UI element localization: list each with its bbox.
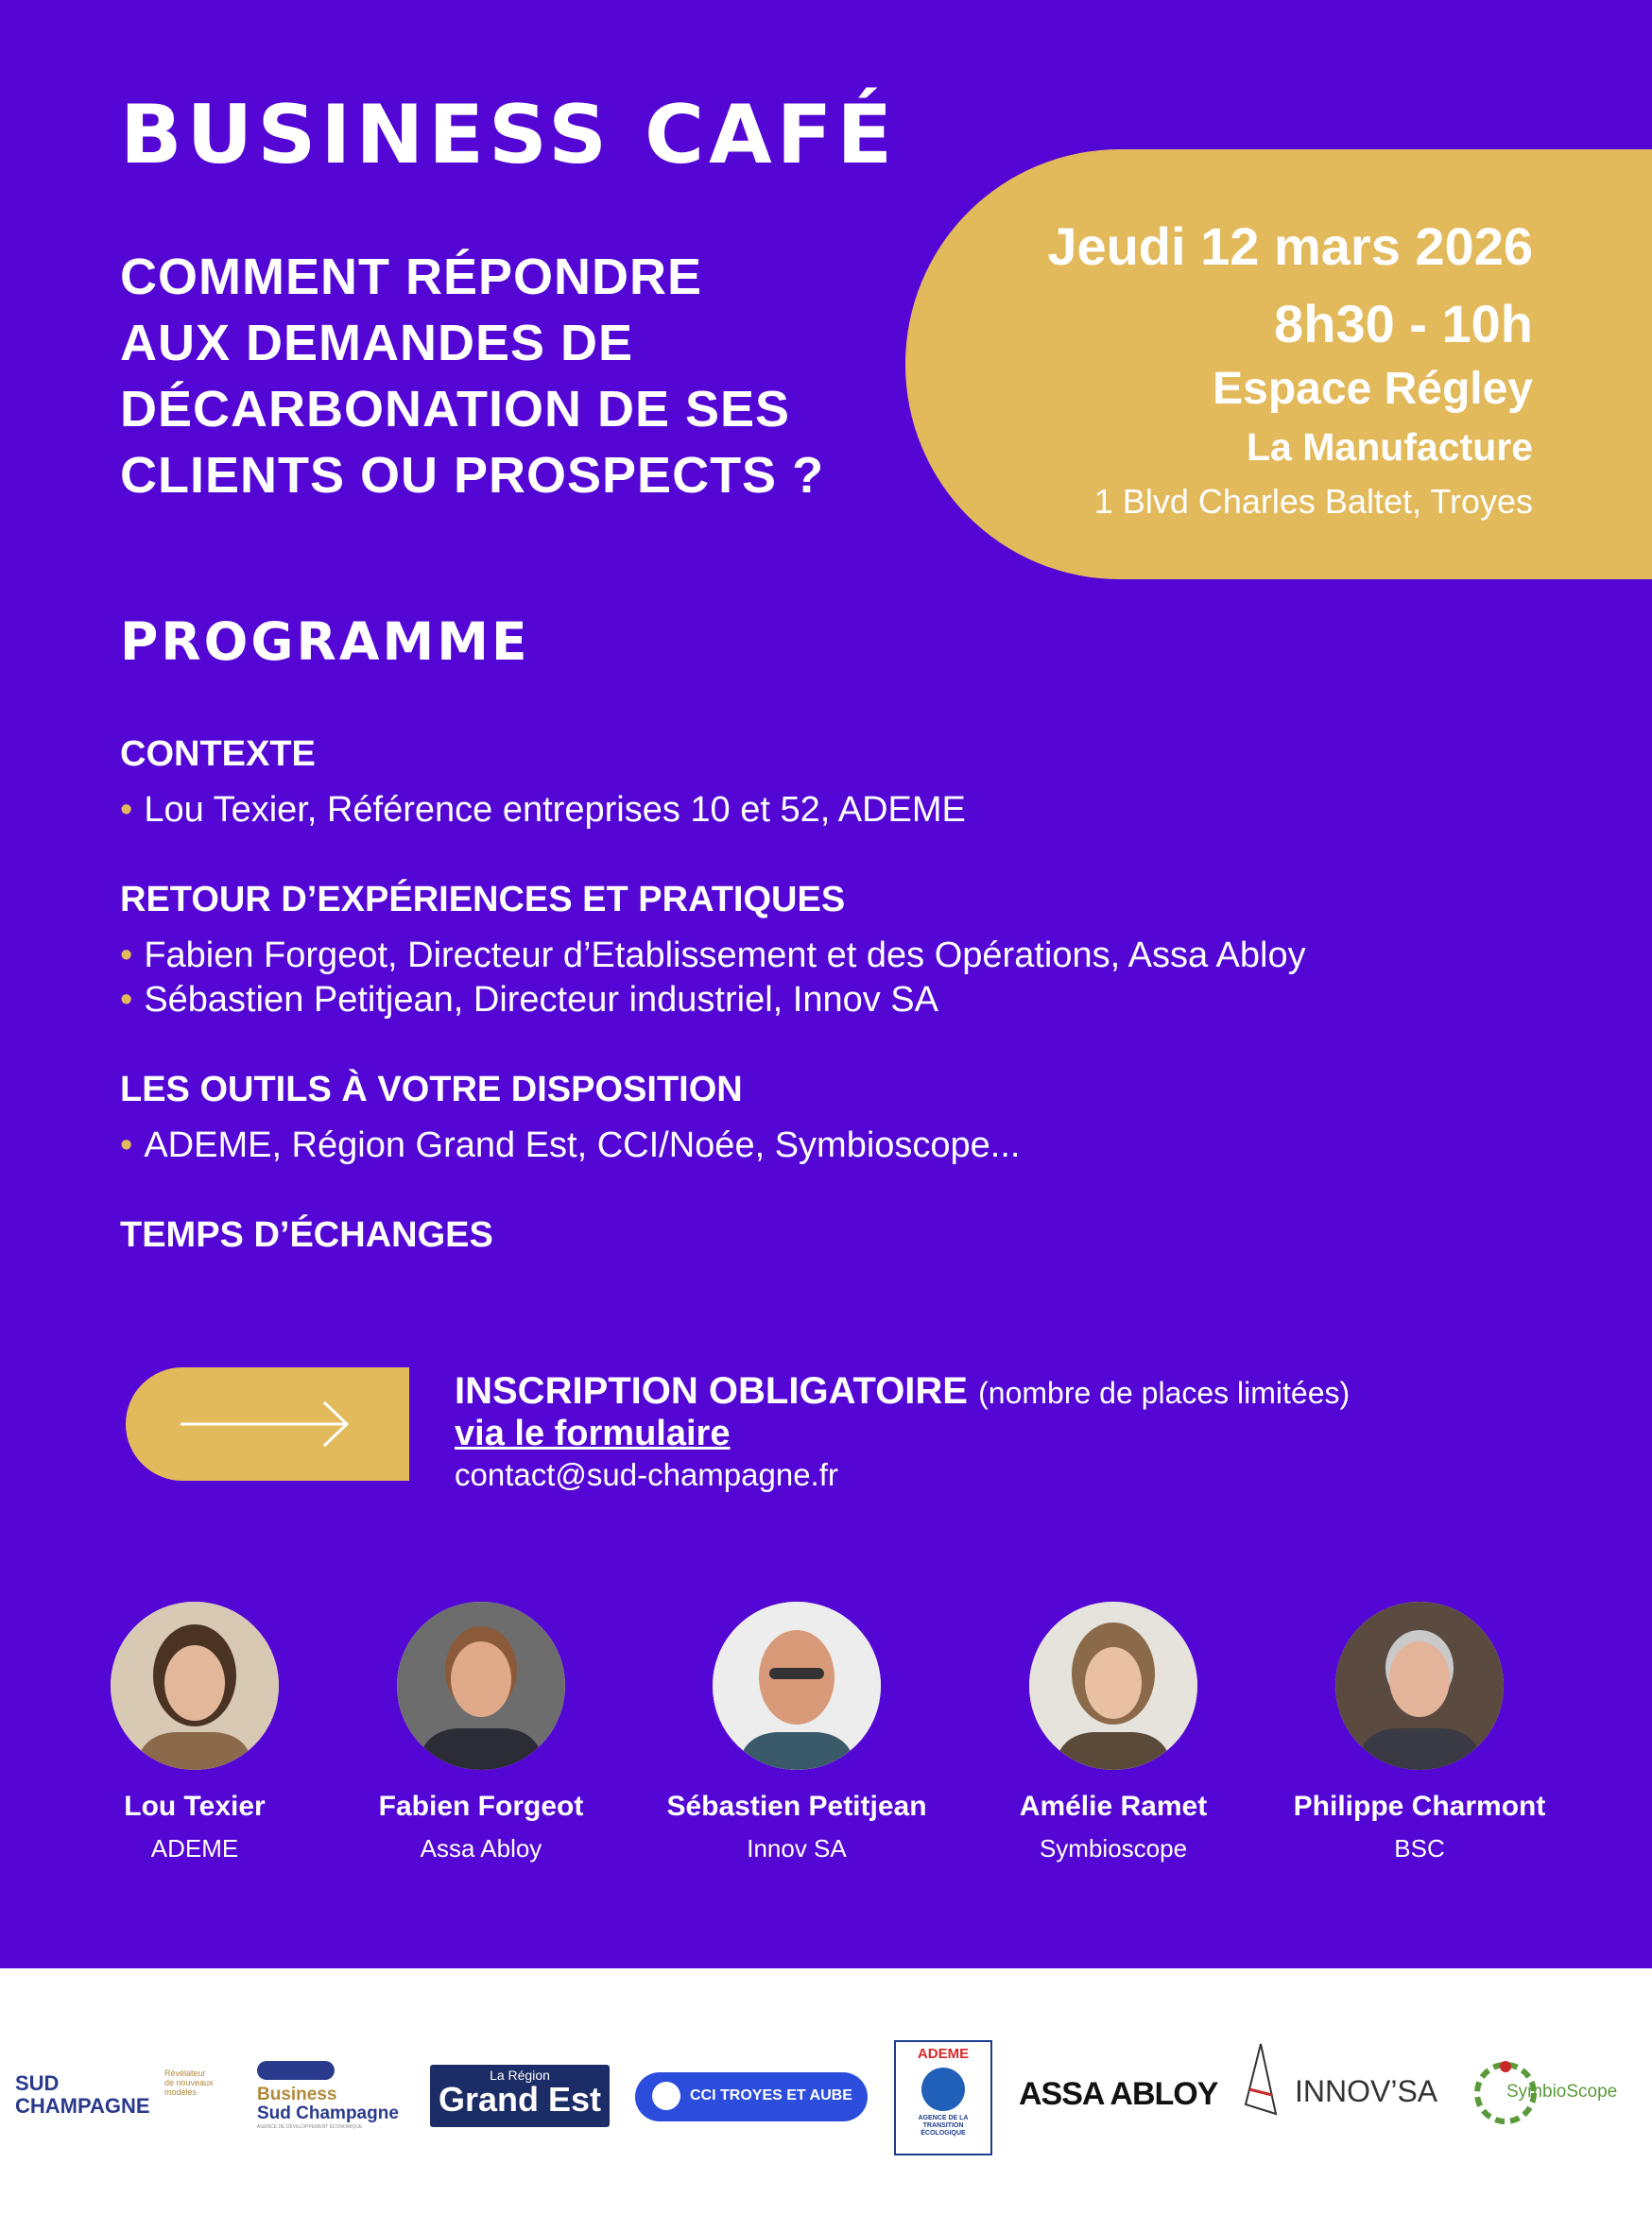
partner-logos-footer (0, 1968, 1652, 2232)
speaker-photo (397, 1602, 565, 1770)
region-grand-est-logo: La Région Grand Est (430, 2065, 610, 2127)
ademe-logo: ADEME AGENCE DE LA TRANSITION ÉCOLOGIQUE (894, 2040, 992, 2155)
speaker-photo (1029, 1602, 1197, 1770)
bullet-icon: • (120, 936, 133, 975)
speaker-org: ADEME (150, 1834, 239, 1863)
speaker-card (1287, 1602, 1552, 1863)
sail-icon (1240, 2042, 1282, 2118)
programme-item: • Lou Texier, Référence entreprises 10 et 52, ADEME (120, 790, 966, 830)
business-sud-champagne-logo: Business Sud Champagne AGENCE DE DÉVELOPPEMENT ÉCONOMIQUE (257, 2061, 399, 2131)
section-heading-contexte: CONTEXTE (120, 734, 316, 774)
cci-troyes-logo: CCI TROYES ET AUBE (635, 2072, 868, 2121)
event-title: BUSINESS CAFÉ (120, 88, 898, 182)
bullet-icon: • (120, 790, 133, 830)
programme-title: PROGRAMME (120, 611, 530, 672)
section-heading-retour: RETOUR D’EXPÉRIENCES ET PRATIQUES (120, 880, 846, 919)
event-info-panel (905, 149, 1652, 579)
inscription-arrow-button[interactable] (126, 1367, 409, 1481)
speaker-card (664, 1602, 929, 1863)
event-address: 1 Blvd Charles Baltet, Troyes (1093, 482, 1533, 521)
programme-item: • ADEME, Région Grand Est, CCI/Noée, Symbioscope... (120, 1125, 1021, 1165)
programme-item: • Sébastien Petitjean, Directeur industriel, Innov SA (120, 980, 938, 1020)
subtitle-line: AUX DEMANDES DE (120, 315, 634, 371)
speaker-photo (713, 1602, 881, 1770)
subtitle-line: COMMENT RÉPONDRE (120, 249, 703, 305)
event-time: 8h30 - 10h (1274, 294, 1533, 353)
speaker-card (62, 1602, 327, 1863)
assa-abloy-logo: ASSA ABLOY (1019, 2076, 1218, 2112)
speaker-photo (111, 1602, 279, 1770)
programme-item: • Fabien Forgeot, Directeur d’Etablissement et des Opérations, Assa Abloy (120, 936, 1306, 975)
speaker-name: Lou Texier (124, 1791, 266, 1822)
innov-sa-logo: INNOV’SA (1240, 2042, 1282, 2122)
arrow-right-icon (181, 1400, 351, 1448)
subtitle-line: DÉCARBONATION DE SES (120, 381, 791, 438)
inscription-label: INSCRIPTION OBLIGATOIRE (nombre de places limitées) (455, 1370, 1351, 1412)
event-venue: Espace Régley (1213, 364, 1533, 414)
event-subtitle (120, 244, 952, 508)
event-building: La Manufacture (1247, 425, 1533, 469)
speaker-name: Fabien Forgeot (378, 1791, 584, 1822)
contact-email-link[interactable]: contact@sud-champagne.fr (455, 1457, 838, 1492)
speaker-card (349, 1602, 613, 1863)
subtitle-line: CLIENTS OU PROSPECTS ? (120, 447, 825, 504)
section-heading-echanges: TEMPS D’ÉCHANGES (120, 1215, 493, 1255)
bullet-icon: • (120, 1125, 133, 1165)
speaker-name: Philippe Charmont (1293, 1791, 1546, 1822)
speaker-org: Symbioscope (1039, 1834, 1188, 1863)
symbioscope-logo: SymbioScope (1472, 2055, 1539, 2136)
speaker-org: BSC (1394, 1834, 1445, 1863)
speaker-photo (1335, 1602, 1504, 1770)
speaker-name: Sébastien Petitjean (666, 1791, 927, 1822)
event-date: Jeudi 12 mars 2026 (1047, 216, 1533, 276)
speaker-name: Amélie Ramet (1019, 1791, 1208, 1822)
registration-form-link[interactable]: via le formulaire (455, 1414, 731, 1453)
section-heading-outils: LES OUTILS À VOTRE DISPOSITION (120, 1070, 743, 1109)
speaker-card (981, 1602, 1246, 1863)
speaker-org: Innov SA (747, 1834, 847, 1863)
sud-champagne-logo: SUD CHAMPAGNE Révélateur de nouveaux modèles (15, 2069, 214, 2118)
bullet-icon: • (120, 980, 133, 1020)
speaker-org: Assa Abloy (420, 1834, 542, 1863)
inscription-note: (nombre de places limitées) (978, 1376, 1351, 1410)
